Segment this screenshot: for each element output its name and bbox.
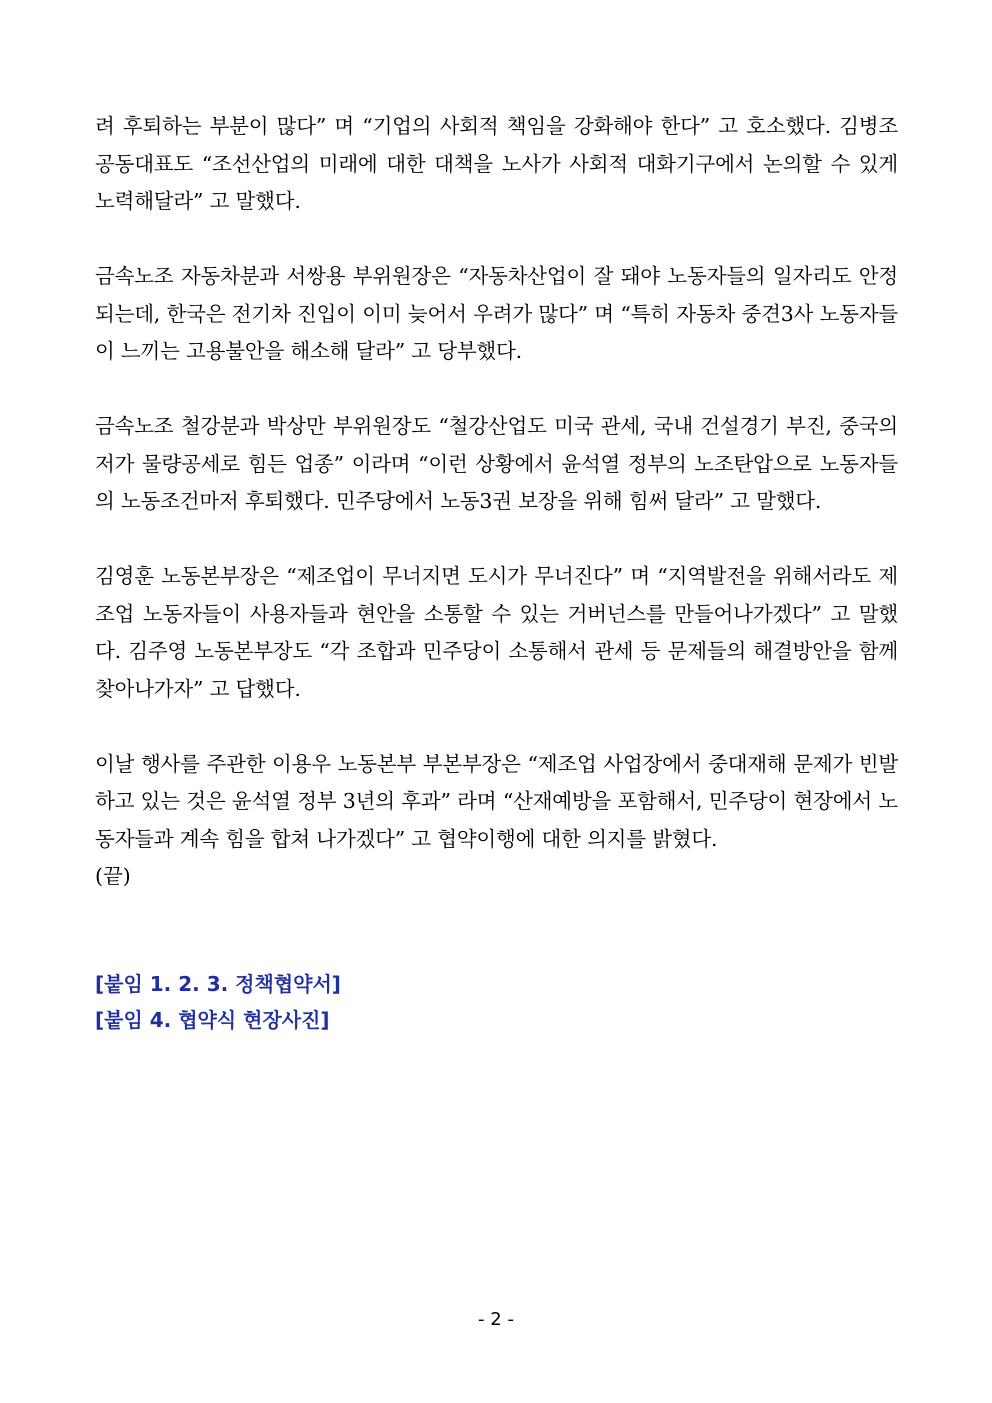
attachment-item-policy-agreement: [붙임 1. 2. 3. 정책협약서] [95,971,341,996]
paragraph-4: 김영훈 노동본부장은 “제조업이 무너지면 도시가 무너진다” 며 “지역발전을 위해서라도 제조업 노동자들이 사용자들과 현안을 소통할 수 있는 거버넌스를 만들어나가겠다” 고 말했다. 김주영 노동본부장도 “각 조합과 민주당이 소통해서 관세 등 문제들의 해결방안을 함께 찾아나가자” 고 답했다. [95,564,898,701]
paragraph-3: 금속노조 철강분과 박상만 부위원장도 “철강산업도 미국 관세, 국내 건설경기 부진, 중국의 저가 물량공세로 힘든 업종” 이라며 “이런 상황에서 윤석열 정부의 노조탄압으로 노동자들의 노동조건마저 후퇴했다. 민주당에서 노동3권 보장을 위해 힘써 달라” 고 말했다. [95,414,898,513]
end-mark: (끝) [95,864,131,888]
paragraph-2: 금속노조 자동차분과 서쌍용 부위원장은 “자동차산업이 잘 돼야 노동자들의 일자리도 안정되는데, 한국은 전기차 진입이 이미 늦어서 우려가 많다” 며 “특히 자동차 중견3사 노동자들이 느끼는 고용불안을 해소해 달라” 고 당부했다. [95,264,898,363]
page-number: - 2 - [478,1309,514,1330]
paragraph-1: 려 후퇴하는 부분이 많다” 며 “기업의 사회적 책임을 강화해야 한다” 고 호소했다. 김병조 공동대표도 “조선산업의 미래에 대한 대책을 노사가 사회적 대화기구에서 논의할 수 있게 노력해달라” 고 말했다. [95,114,898,213]
document-body [95,108,898,1038]
attachment-list [95,966,898,1038]
paragraph-5: 이날 행사를 주관한 이용우 노동본부 부본부장은 “제조업 사업장에서 중대재해 문제가 빈발하고 있는 것은 윤석열 정부 3년의 후과” 라며 “산재예방을 포함해서, 민주당이 현장에서 노동자들과 계속 힘을 합쳐 나가겠다” 고 협약이행에 대한 의지를 밝혔다. [95,751,898,851]
attachment-item-ceremony-photos: [붙임 4. 협약식 현장사진] [95,1007,330,1032]
